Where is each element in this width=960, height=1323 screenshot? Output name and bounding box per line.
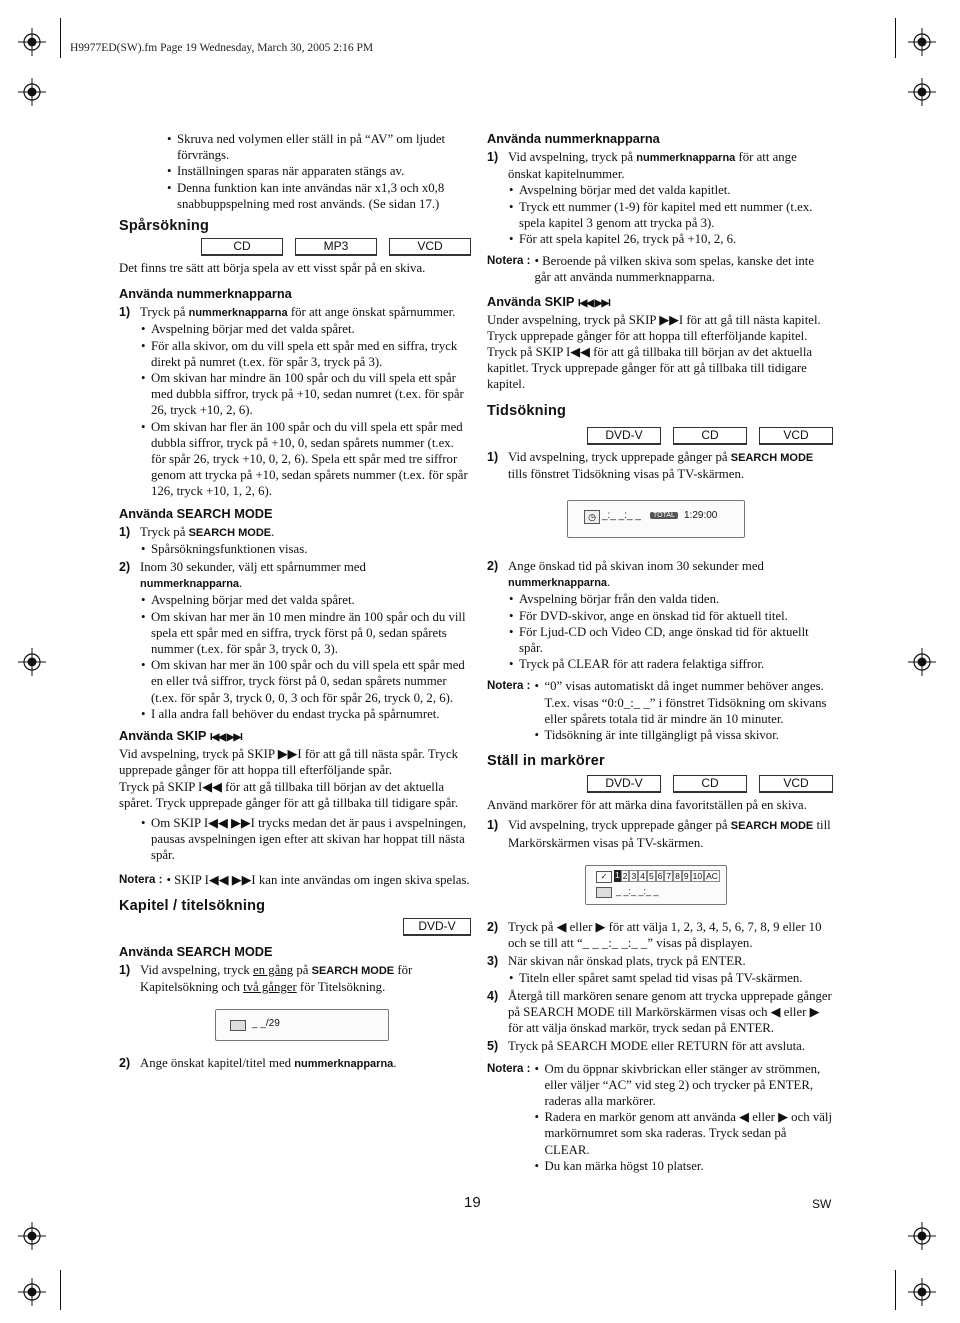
- disc-tag: DVD-V: [587, 427, 661, 445]
- skip-icon: I◀◀ ▶▶I: [209, 732, 242, 744]
- disc-tag: MP3: [295, 238, 377, 256]
- marker-number: 7: [666, 870, 672, 881]
- disc-tag: DVD-V: [587, 775, 661, 793]
- skip-icon: I◀◀ ▶▶I: [577, 297, 610, 309]
- crop-line: [895, 18, 896, 58]
- marker-screen: [585, 865, 727, 905]
- list-item: • Denna funktion kan inte användas när x1,3 och x0,8 snabbuppspelning med rost används. (Se sidan 17.): [167, 180, 445, 211]
- marker-number: 10: [692, 870, 703, 881]
- file-header: H9977ED(SW).fm Page 19 Wednesday, March 30, 2005 2:16 PM: [70, 42, 374, 54]
- paragraph: Tryck på SKIP I◀◀ för att gå tillbaka till början av det aktuella spåret. Tryck upprepade gånger för att gå tillbaka till tidigare spår.: [119, 779, 459, 810]
- list-item: • Radera en markör genom att använda ◀ eller ▶ och välj markörnumret som ska raderas. Tryck sedan på CLEAR.: [534, 1110, 833, 1157]
- section-title-tidsokning: Tidsökning: [487, 402, 567, 419]
- step: 5) Tryck på SEARCH MODE eller RETURN för att avsluta.: [487, 1039, 806, 1054]
- list-item: • Om skivan har mindre än 100 spår och du vill spela ett spår med dubbla siffror, tryck på +10, sedan numret (t.ex. för spår 26, tryck +10, 2, 6).: [141, 371, 464, 418]
- list-item: • I alla andra fall behöver du endast trycka på spårnumret.: [141, 706, 440, 721]
- subsection-title: Använda nummerknapparna: [119, 286, 292, 302]
- disc-tag: VCD: [759, 775, 833, 793]
- registration-mark-icon: [908, 78, 936, 106]
- marker-number: 9: [683, 870, 689, 881]
- disc-tag: CD: [201, 238, 283, 256]
- registration-mark-icon: [908, 648, 936, 676]
- list-item: • Tryck på CLEAR för att radera felaktiga siffror.: [509, 657, 765, 672]
- disc-tags: [487, 775, 833, 793]
- list-item: • Om skivan har mer än 100 spår och du vill spela ett spår med en eller två siffror, tryck först på 0, sedan spårets nummer (t.ex. för spår 3, tryck 0, 0, 3 och för spår 26, tryck 0, 2, 6).: [141, 658, 465, 705]
- marker-time-display: _ _:_ _:_ _: [616, 885, 659, 896]
- step-bullets: [487, 591, 833, 672]
- list-item: • Tryck ett nummer (1-9) för kapitel med ett nummer (t.ex. spela kapitel 3 genom att trycka på 3).: [509, 199, 813, 230]
- note: Notera : • “0” visas automatiskt då inget nummer behöver anges. T.ex. visas “0:0_:_ _” i fönstret Tidsökning om skivans eller spårets totala tid är mindre än 10 minuter. • Tidsökning är inte tillgängligt på vissa skivor.: [487, 678, 833, 743]
- section-desc: Använd markörer för att märka dina favoritställen på en skiva.: [487, 798, 807, 813]
- registration-mark-icon: [908, 1222, 936, 1250]
- registration-mark-icon: [18, 648, 46, 676]
- step-bullets: [119, 592, 471, 722]
- step: 1) Tryck på SEARCH MODE.: [119, 524, 275, 539]
- marker-number: 5: [648, 870, 654, 881]
- registration-mark-icon: [908, 28, 936, 56]
- note: Notera : • Beroende på vilken skiva som spelas, kanske det inte går att använda nummerknapparna.: [487, 254, 815, 285]
- subsection-title: Använda SKIP I◀◀ ▶▶I: [487, 293, 610, 309]
- list-item: • Om du öppnar skivbrickan eller stänger av strömmen, eller väljer “AC” vid steg 2) och trycker på ENTER, raderas alla markörer.: [534, 1061, 821, 1108]
- marker-title-icon: [596, 887, 612, 898]
- crop-line: [60, 18, 61, 58]
- list-item: • För att spela kapitel 26, tryck på +10, 2, 6.: [509, 232, 737, 247]
- disc-tags: [487, 427, 833, 445]
- marker-number: 1: [615, 869, 620, 880]
- step-bullets: [487, 970, 833, 986]
- step: 1) Vid avspelning, tryck upprepade gånger på SEARCH MODE till Markörskärmen visas på TV-skärmen.: [487, 818, 831, 850]
- right-column: [487, 131, 833, 1174]
- marker-numbers: [614, 870, 720, 882]
- step: 3) När skivan når önskad plats, tryck på ENTER.: [487, 954, 746, 969]
- step: 1) Tryck på nummerknapparna för att ange önskat spårnummer.: [119, 305, 456, 320]
- language-code: SW: [812, 1197, 832, 1211]
- step-bullets: [119, 541, 471, 557]
- list-item: • “0” visas automatiskt då inget nummer behöver anges. T.ex. visas “0:0_:_ _” i fönstret Tidsökning om skivans eller spårets totala tid är mindre än 10 minuter.: [534, 679, 827, 726]
- list-item: • Om skivan har fler än 100 spår och du vill spela ett spår med dubbla siffror, tryck på +10, 0, sedan spårets nummer (t.ex. för spår 26, tryck +10, 0, 2, 6). Spela ett spår med tre siffror genom att trycka på +10, sedan spårets nummer (t.ex. för spår 126, tryck +10, 1, 2, 6).: [141, 419, 468, 499]
- disc-tags: [119, 238, 471, 256]
- list-item: • Tidsökning är inte tillgängligt på vissa skivor.: [534, 728, 779, 743]
- registration-mark-icon: [908, 1278, 936, 1306]
- marker-number: 2: [622, 870, 628, 881]
- section-title-sparsokning: Spårsökning: [119, 218, 210, 235]
- paragraph: Under avspelning, tryck på SKIP ▶▶I för att gå till nästa kapitel. Tryck upprepade gånger för att hoppa till efterföljande kapitel.: [487, 312, 821, 343]
- disc-tag: VCD: [389, 238, 471, 256]
- marker-check-icon: ✓: [596, 871, 612, 883]
- crop-line: [895, 1270, 896, 1310]
- time-input-display: _:_ _:_ _: [602, 510, 641, 522]
- list-item: • Avspelning börjar med det valda spåret.: [141, 593, 355, 608]
- time-search-screen: [567, 500, 745, 538]
- marker-number: 8: [675, 870, 680, 881]
- note: Notera : • Om du öppnar skivbrickan eller stänger av strömmen, eller väljer “AC” vid steg 2) och trycker på ENTER, raderas alla markörer. • Radera en markör genom att använda ◀ eller ▶ och välj markörnumret som ska raderas. Tryck sedan på CLEAR. • Du kan märka högst 10 platser.: [487, 1061, 833, 1173]
- step: 1) Vid avspelning, tryck upprepade gånger på SEARCH MODE tills fönstret Tidsökning visas på TV-skärmen.: [487, 449, 814, 481]
- intro-bullets: [119, 131, 471, 212]
- registration-mark-icon: [18, 28, 46, 56]
- list-item: • För alla skivor, om du vill spela ett spår med en siffra, tryck direkt på numret (t.ex. för spår 3, tryck på 3).: [141, 338, 458, 369]
- total-time: 1:29:00: [684, 510, 718, 522]
- skip-bullets: [119, 815, 471, 864]
- list-item: • Om SKIP I◀◀ ▶▶I trycks medan det är paus i avspelningen, pausas avspelningen igen efter att skivan har hoppat till nästa spår.: [141, 815, 467, 863]
- step: 2) Ange önskad tid på skivan inom 30 sekunder med nummerknapparna.: [487, 559, 764, 590]
- disc-tag: DVD-V: [403, 918, 471, 936]
- marker-number: 3: [631, 870, 637, 881]
- list-item: • Avspelning börjar med det valda kapitlet.: [509, 183, 731, 198]
- subsection-title: Använda SKIP I◀◀ ▶▶I: [119, 728, 242, 744]
- disc-tags: [119, 918, 471, 936]
- step: 2) Inom 30 sekunder, välj ett spårnummer med nummerknapparna.: [119, 560, 366, 591]
- total-badge: TOTAL: [650, 512, 678, 519]
- marker-number: 6: [657, 870, 663, 881]
- subsection-title: Använda SEARCH MODE: [119, 943, 273, 959]
- section-title-kapitel: Kapitel / titelsökning: [119, 897, 266, 914]
- registration-mark-icon: [18, 1278, 46, 1306]
- subsection-title: Använda nummerknapparna: [487, 131, 660, 146]
- list-item: • För Ljud-CD och Video CD, ange önskad tid för aktuellt spår.: [509, 624, 809, 656]
- step: 1) Vid avspelning, tryck en gång på SEARCH MODE för Kapitelsökning och två gånger för Titelsökning.: [119, 962, 413, 994]
- list-item: • Om skivan har mer än 10 men mindre än 100 spår och du vill spela ett spår med en siffra, tryck först på 0, sedan spårets nummer (t.ex. för spår 3, tryck 0, 3).: [141, 609, 466, 657]
- chapter-search-screen: [215, 1009, 389, 1041]
- step: 2) Ange önskat kapitel/titel med nummerknapparna.: [119, 1056, 397, 1071]
- disc-tag: CD: [673, 775, 747, 793]
- marker-number: AC: [706, 870, 718, 881]
- step-bullets: [119, 321, 471, 499]
- list-item: • Du kan märka högst 10 platser.: [534, 1158, 704, 1173]
- step: 2) Tryck på ◀ eller ▶ för att välja 1, 2, 3, 4, 5, 6, 7, 8, 9 eller 10 och se till att “_ _ _:_ _:_ _” visas på displayen.: [487, 919, 822, 951]
- registration-mark-icon: [18, 78, 46, 106]
- list-item: • Avspelning börjar med det valda spåret.: [141, 322, 355, 337]
- marker-number: 4: [640, 870, 645, 881]
- chapter-input-display: _ _/29: [252, 1018, 280, 1030]
- list-item: • Titeln eller spåret samt spelad tid visas på TV-skärmen.: [509, 970, 803, 985]
- page-number: 19: [464, 1194, 481, 1211]
- disc-tag: CD: [673, 427, 747, 445]
- subsection-title: Använda SEARCH MODE: [119, 505, 273, 521]
- registration-mark-icon: [18, 1222, 46, 1250]
- disc-tag: VCD: [759, 427, 833, 445]
- chapter-icon: [230, 1020, 246, 1031]
- section-title-markorer: Ställ in markörer: [487, 753, 605, 770]
- section-desc: Det finns tre sätt att börja spela av ett visst spår på en skiva.: [119, 261, 426, 276]
- clock-icon: ◷: [584, 510, 600, 524]
- step: 1) Vid avspelning, tryck på nummerknapparna för att ange önskat kapitelnummer.: [487, 150, 797, 182]
- crop-line: [60, 1270, 61, 1310]
- list-item: • Inställningen sparas när apparaten stängs av.: [167, 164, 405, 179]
- left-column: [119, 131, 471, 1072]
- list-item: • För DVD-skivor, ange en önskad tid för aktuell titel.: [509, 608, 788, 623]
- step-bullets: [487, 182, 833, 247]
- list-item: • Avspelning börjar från den valda tiden.: [509, 592, 720, 607]
- paragraph: Vid avspelning, tryck på SKIP ▶▶I för att gå till nästa spår. Tryck upprepade gånger för att hoppa till efterföljande spår.: [119, 747, 459, 778]
- list-item: • Skruva ned volymen eller ställ in på “AV” om ljudet förvrängs.: [167, 132, 446, 163]
- list-item: • Spårsökningsfunktionen visas.: [141, 541, 308, 556]
- note: Notera : • SKIP I◀◀ ▶▶I kan inte användas om ingen skiva spelas.: [119, 872, 470, 887]
- step: 4) Återgå till markören senare genom att trycka upprepade gånger på SEARCH MODE till Markörskärmen visas och ◀ eller ▶ för att välja önskad markör, tryck sedan på ENTER.: [487, 988, 832, 1036]
- paragraph: Tryck på SKIP I◀◀ för att gå tillbaka till början av det aktuella kapitlet. Tryck upprepade gånger för att gå tillbaka till tidigare kapitel.: [487, 345, 813, 392]
